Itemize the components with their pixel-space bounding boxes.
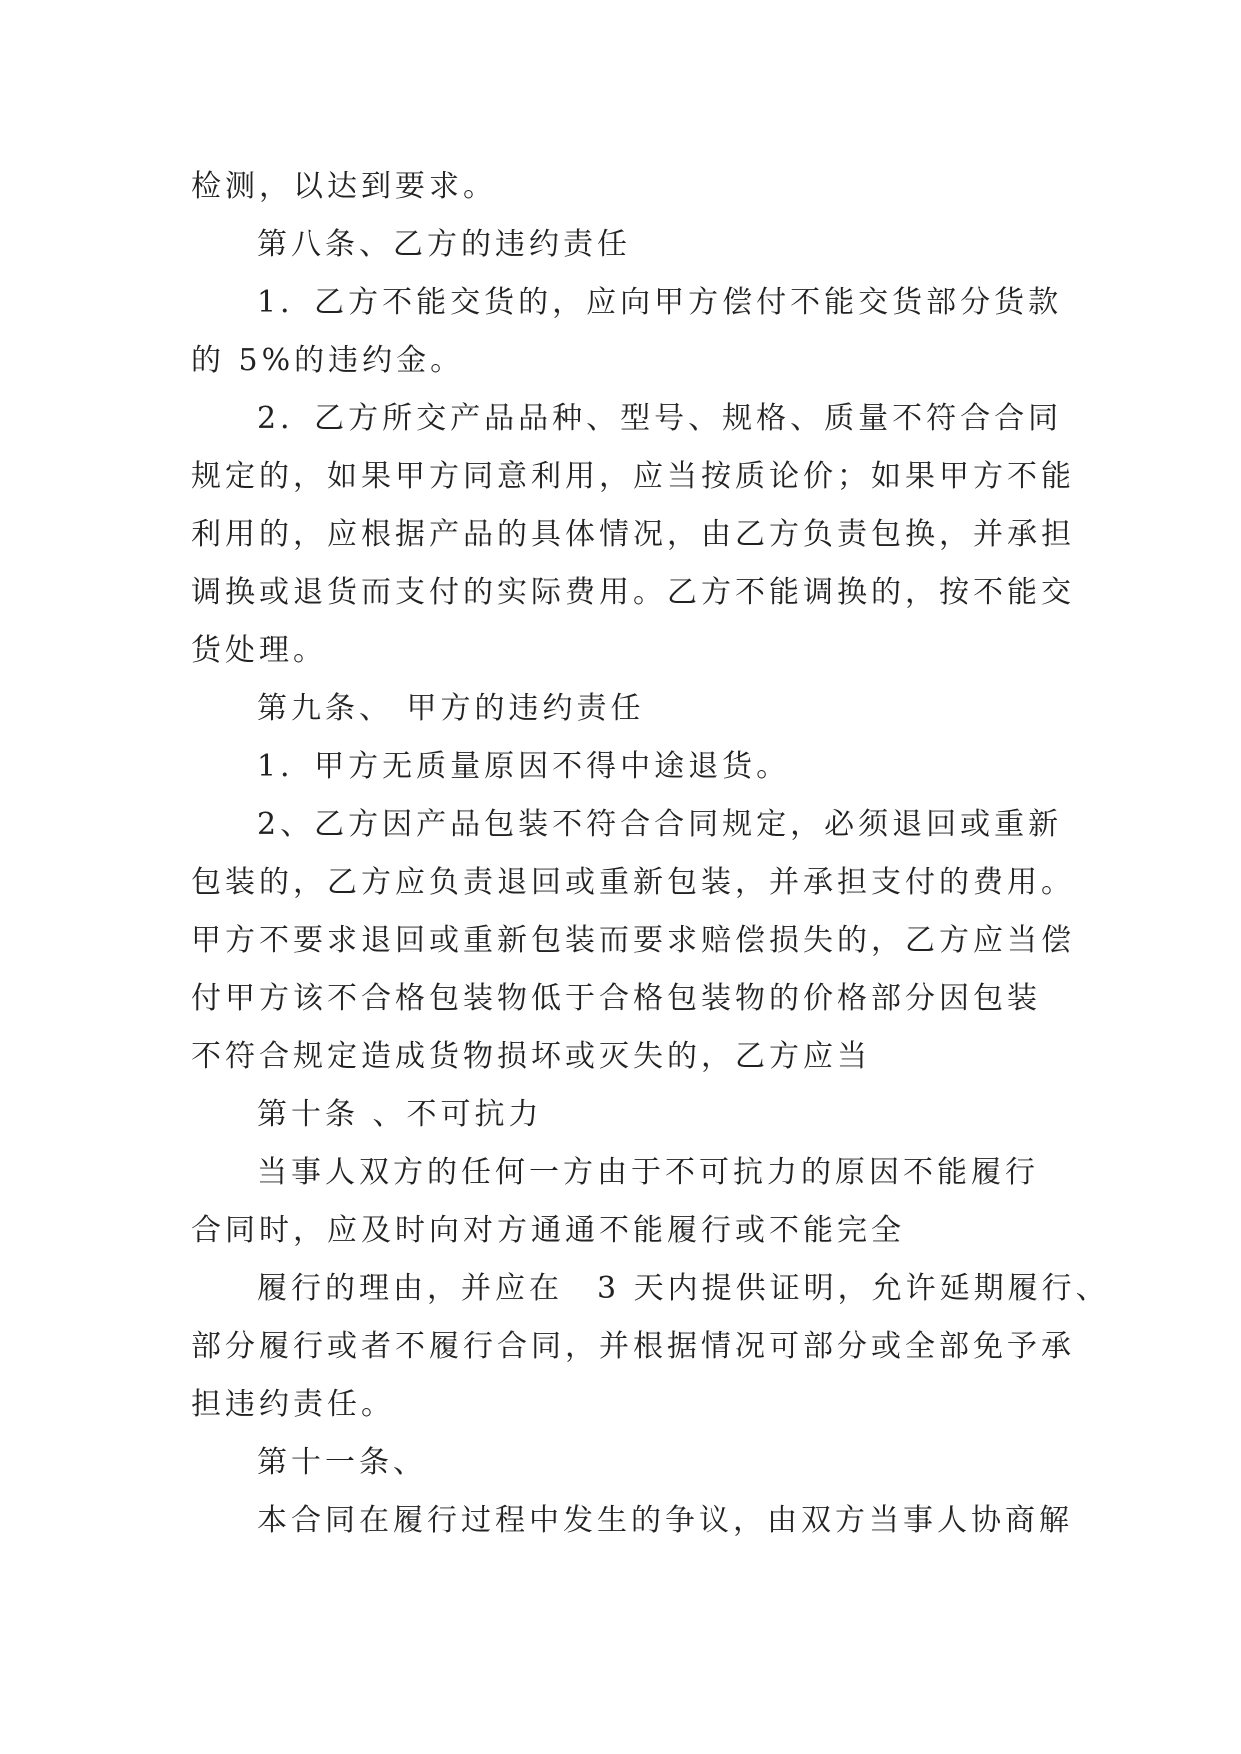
text-line: 付甲方该不合格包装物低于合格包装物的价格部分因包装 bbox=[191, 981, 1041, 1016]
article-10-heading: 第十条 、不可抗力 bbox=[257, 1097, 543, 1132]
article-11-heading: 第十一条、 bbox=[257, 1445, 427, 1480]
text-line: 当事人双方的任何一方由于不可抗力的原因不能履行 bbox=[257, 1155, 1039, 1190]
article-9-heading: 第九条、 甲方的违约责任 bbox=[257, 691, 645, 726]
article-8-heading: 第八条、乙方的违约责任 bbox=[257, 227, 631, 262]
text-line: 包装的，乙方应负责退回或重新包装，并承担支付的费用。 bbox=[191, 865, 1075, 900]
text-line: 的 5%的违约金。 bbox=[191, 343, 465, 378]
text-line: 甲方不要求退回或重新包装而要求赔偿损失的，乙方应当偿 bbox=[191, 923, 1075, 958]
text-line: 部分履行或者不履行合同，并根据情况可部分或全部免予承 bbox=[191, 1329, 1075, 1364]
text-line: 1．甲方无质量原因不得中途退货。 bbox=[257, 749, 791, 784]
text-line: 1．乙方不能交货的，应向甲方偿付不能交货部分货款 bbox=[257, 285, 1063, 320]
text-line: 担违约责任。 bbox=[191, 1387, 395, 1422]
text-line: 合同时，应及时向对方通通不能履行或不能完全 bbox=[191, 1213, 905, 1248]
text-line: 货处理。 bbox=[191, 633, 327, 668]
text-line: 本合同在履行过程中发生的争议，由双方当事人协商解 bbox=[257, 1503, 1073, 1538]
text-line: 调换或退货而支付的实际费用。乙方不能调换的，按不能交 bbox=[191, 575, 1075, 610]
text-line: 2、乙方因产品包装不符合合同规定，必须退回或重新 bbox=[257, 807, 1063, 842]
text-line: 规定的，如果甲方同意利用，应当按质论价；如果甲方不能 bbox=[191, 459, 1075, 494]
text-line: 履行的理由，并应在 3 天内提供证明，允许延期履行、 bbox=[257, 1271, 1110, 1306]
text-line: 不符合规定造成货物损坏或灭失的，乙方应当 bbox=[191, 1039, 871, 1074]
body-text bbox=[191, 158, 1110, 1550]
text-line: 2．乙方所交产品品种、型号、规格、质量不符合合同 bbox=[257, 401, 1063, 436]
text-line: 检测，以达到要求。 bbox=[191, 169, 497, 204]
text-line: 利用的，应根据产品的具体情况，由乙方负责包换，并承担 bbox=[191, 517, 1075, 552]
